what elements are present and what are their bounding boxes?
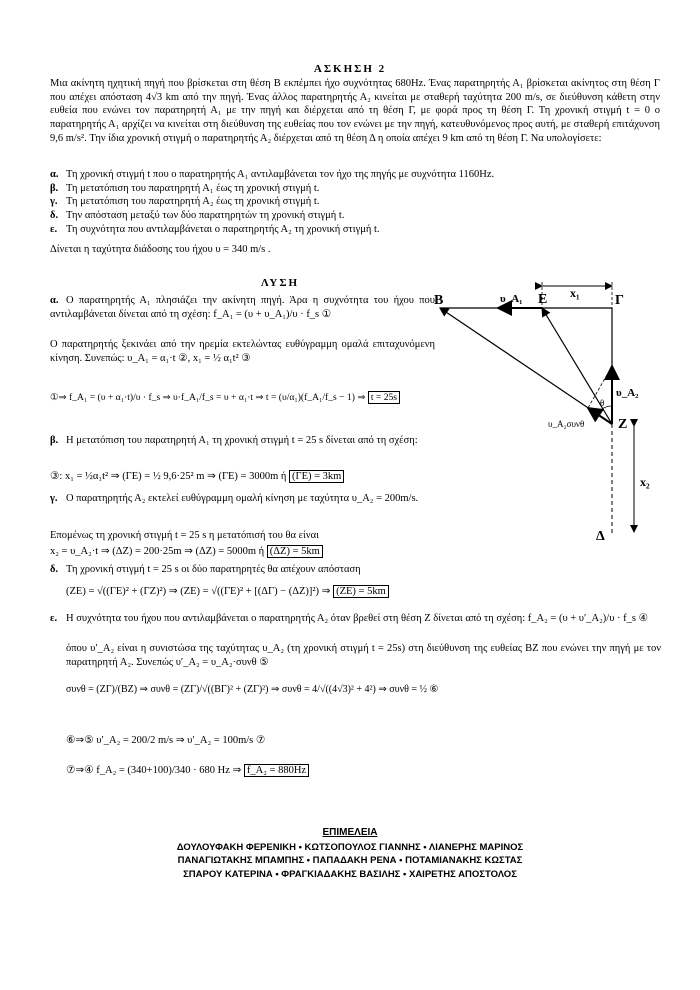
label-z: Ζ <box>618 417 628 432</box>
solution-title: ΛΥΣΗ <box>260 277 300 289</box>
label-x2: x₂ <box>640 475 650 489</box>
part-e-velocity: ⑥⇒⑤ υ′_A₂ = 200/2 m/s ⇒ υ′_A₂ = 100m/s ⑦ <box>66 735 266 746</box>
question-item: γ. Τη μετατόπιση του παρατηρητή Α₂ έως τη χρονική στιγμή t. <box>50 196 320 208</box>
part-e-text: όπου υ′_A₂ είναι η συνιστώσα της ταχύτητας υ_A₂ (τη χρονική στιγμή t = 25s) στη διεύθυνση της ευθείας ΒΖ που ενώνει την πηγή με τον παρατηρητή Α₂. Συνεπώς υ′_A₂ = υ_A₂·συνθ ⑤ <box>66 643 661 668</box>
equation-2: υ_A₁ = α₁·t ②, x₁ = ½ α₁t² ③ <box>127 352 251 364</box>
given-data: Δίνεται η ταχύτητα διάδοσης του ήχου υ = 340 m/s . <box>50 244 271 255</box>
credits <box>0 826 700 882</box>
label-d: Δ <box>596 529 605 544</box>
label-vcos: υ_A₂συνθ <box>548 419 585 429</box>
label-va1: υ_A₁ <box>500 293 523 305</box>
part-b: β. Η μετατόπιση του παρατηρητή Α₁ τη χρονική στιγμή t = 25 s δίνεται από τη σχέση: <box>50 435 418 446</box>
part-d-equation: (ΖΕ) = √((ΓΕ)² + (ΓΖ)²) ⇒ (ΖΕ) = √((ΓΕ)² + [(ΔΓ) − (ΔΖ)]²) ⇒ (ΖΕ) = 5km <box>66 585 389 599</box>
label-b: Β <box>434 293 444 308</box>
part-a: α. Ο παρατηρητής Α₁ πλησιάζει την ακίνητη πηγή. Άρα η συχνότητα του ήχου που αντιλαμβάνεται δίνεται από τη σχέση: f_A₁ = (υ + υ_A₁)/υ · f_s ① <box>50 295 435 320</box>
label-va2: υ_A₂ <box>616 387 639 399</box>
label-theta: θ <box>600 398 605 408</box>
label-e: Ε <box>538 292 548 307</box>
question-item: β. Τη μετατόπιση του παρατηρητή Α₁ έως τη χρονική στιγμή t. <box>50 182 320 194</box>
equation-1: f_A₁ = (υ + υ_A₁)/υ · f_s ① <box>213 308 332 320</box>
credits-line: ΔΟΥΛΟΥΦΑΚΗ ΦΕΡΕΝΙΚΗ • ΚΩΤΣΟΠΟΥΛΟΣ ΓΙΑΝΝΗΣ • ΛΙΑΝΕΡΗΣ ΜΑΡΙΝΟΣ <box>176 841 524 853</box>
geometry-diagram <box>430 278 670 553</box>
question-item: δ. Την απόσταση μεταξύ των δύο παρατηρητών τη χρονική στιγμή t. <box>50 209 345 221</box>
part-b-equation: ③: x₁ = ½α₁t² ⇒ (ΓΕ) = ½ 9,6·25² m ⇒ (ΓΕ) = 3000m ή (ΓΕ) = 3km <box>50 470 435 484</box>
line-z-b <box>440 308 612 424</box>
label-g: Γ <box>615 293 624 308</box>
exercise-title: ΑΣΚΗΣΗ 2 <box>313 63 387 75</box>
credits-line: ΠΑΝΑΓΙΩΤΑΚΗΣ ΜΠΑΜΠΗΣ • ΠΑΠΑΔΑΚΗ ΡΕΝΑ • ΠΟΤΑΜΙΑΝΑΚΗΣ ΚΩΣΤΑΣ <box>177 855 523 867</box>
part-a-derivation: ①⇒ f_A₁ = (υ + α₁·t)/υ · f_s ⇒ υ·f_A₁/f_s = υ + α₁·t ⇒ t = (υ/α₁)(f_A₁/f_s − 1) ⇒ t = 25s <box>50 392 435 404</box>
result-t: t = 25s <box>368 391 400 404</box>
question-item: α. Τη χρονική στιγμή t που ο παρατηρητής Α₁ αντιλαμβάνεται τον ήχο της πηγής με συχνότητα 1160Hz. <box>50 169 495 180</box>
part-e-cos: συνθ = (ΖΓ)/(ΒΖ) ⇒ συνθ = (ΖΓ)/√((ΒΓ)² + (ΖΓ)²) ⇒ συνθ = 4/√((4√3)² + 4²) ⇒ συνθ = ½ ⑥ <box>66 684 439 695</box>
credits-line: ΣΠΑΡΟΥ ΚΑΤΕΡΙΝΑ • ΦΡΑΓΚΙΑΔΑΚΗΣ ΒΑΣΙΛΗΣ • ΧΑΙΡΕΤΗΣ ΑΠΟΣΤΟΛΟΣ <box>183 869 517 881</box>
result-ge: (ΓΕ) = 3km <box>289 470 344 483</box>
question-list <box>50 168 670 236</box>
part-e: ε. Η συχνότητα του ήχου που αντιλαμβάνεται ο παρατηρητής Α₂ όταν βρεθεί στη θέση Ζ δίνεται από τη σχέση: f_A₂ = (υ + υ′_A₂)/υ · f_s ④ <box>50 613 649 624</box>
credits-heading: ΕΠΙΜΕΛΕΙΑ <box>322 827 378 838</box>
result-f: f_A₂ = 880Hz <box>244 764 309 777</box>
label-x1: x₁ <box>570 286 580 300</box>
part-d: δ. Τη χρονική στιγμή t = 25 s οι δύο παρατηρητές θα απέχουν απόσταση <box>50 564 361 575</box>
part-g: γ. Ο παρατηρητής Α₂ εκτελεί ευθύγραμμη ομαλή κίνηση με ταχύτητα υ_A₂ = 200m/s. <box>50 493 419 504</box>
result-ze: (ΖΕ) = 5km <box>333 585 389 598</box>
part-e-frequency: ⑦⇒④ f_A₂ = (340+100)/340 · 680 Hz ⇒ f_A₂ = 880Hz <box>66 764 309 778</box>
question-item: ε. Τη συχνότητα που αντιλαμβάνεται ο παρατηρητής Α₂ τη χρονική στιγμή t. <box>50 223 380 235</box>
part-a-motion: Ο παρατηρητής ξεκινάει από την ηρεμία εκτελώντας ευθύγραμμη ομαλά επιταχυνόμενη κίνηση. Συνεπώς: υ_A₁ = α₁·t ②, x₁ = ½ α₁t² ③ <box>50 339 435 364</box>
part-g-equation: x₂ = υ_A₂·t ⇒ (ΔΖ) = 200·25m ⇒ (ΔΖ) = 5000m ή (ΔΖ) = 5km <box>50 545 435 559</box>
result-dz: (ΔΖ) = 5km <box>267 545 323 558</box>
equation-4: f_A₂ = (υ + υ′_A₂)/υ · f_s ④ <box>527 613 649 624</box>
exercise-text: Μια ακίνητη ηχητική πηγή που βρίσκεται στη θέση Β εκπέμπει ήχο συχνότητας 680Hz. Ένας παρατηρητής Α₁ βρίσκεται ακίνητος στη θέση Γ που απέχει απόσταση 4√3 km από την πηγή. Ένας άλλος παρατηρητής Α₂ κινείται με σταθερή ταχύτητα 200 m/s, σε διεύθυνση κάθετη στην ευθεία που ενώνει τον παρατηρητή Α₁ με την πηγή και διέρχεται από τη θέση Γ, με φορά προς τη θέση Γ. Τη χρονική στιγμή t = 0 ο παρατηρητής Α₁ αρχίζει να κινείται στη διεύθυνση της ευθείας που τον ενώνει με την πηγή, κατευθυνόμενος προς αυτή, με σταθερή επιτάχυνση 9,6 m/s². Την ίδια χρονική στιγμή ο παρατηρητής Α₂ διέρχεται από τη θέση Δ η οποία απέχει 9 km από τη θέση Γ. Να υπολογίσετε: <box>50 78 660 144</box>
part-g-text: Επομένως τη χρονική στιγμή t = 25 s η μετατόπισή του θα είναι <box>50 530 319 541</box>
